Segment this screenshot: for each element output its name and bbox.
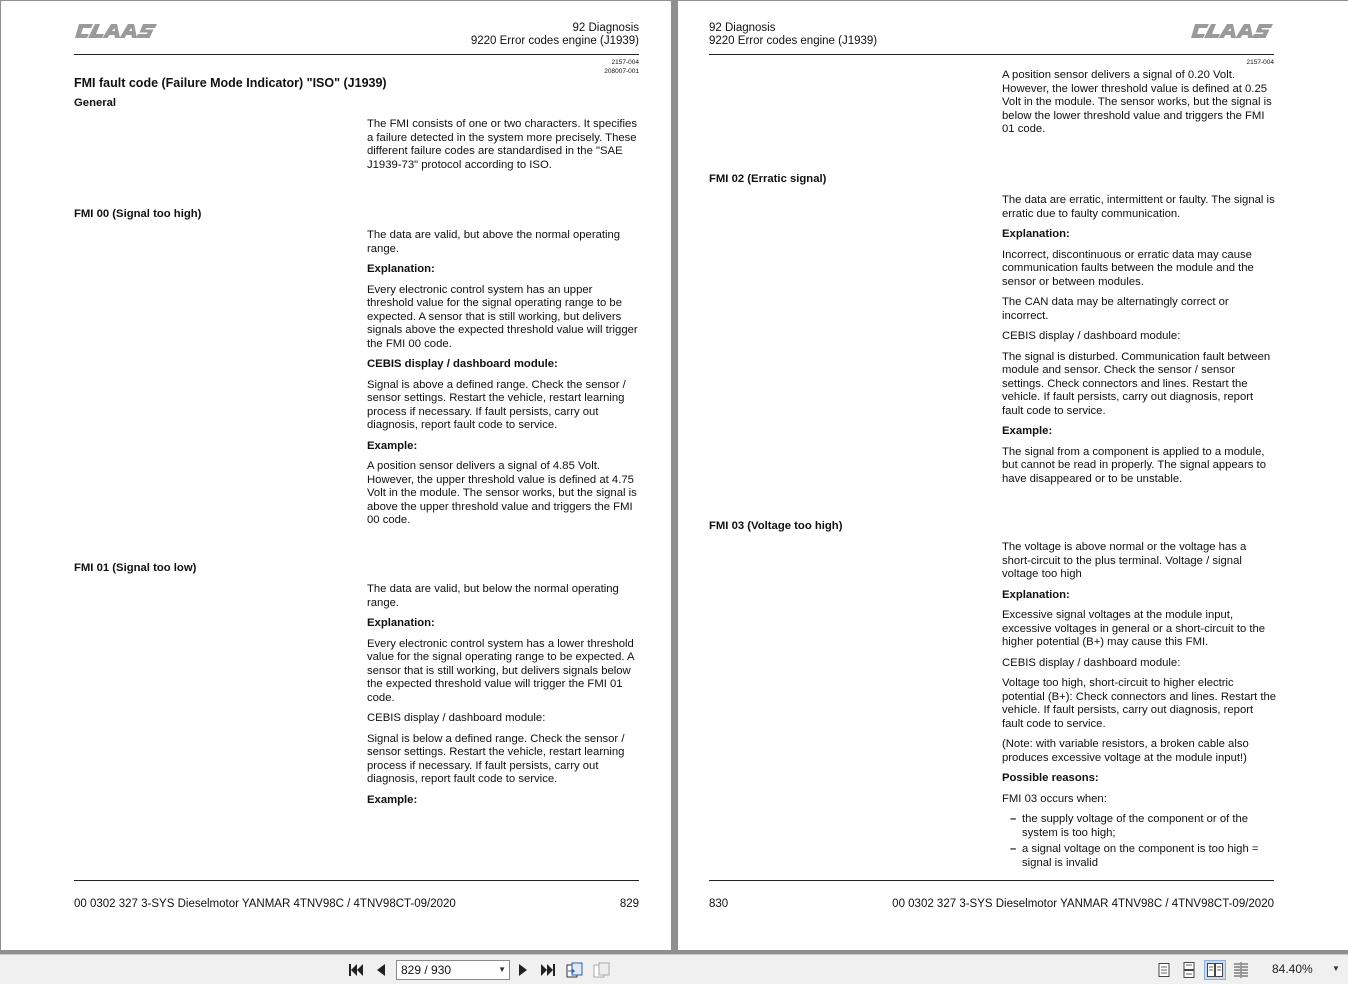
fmi03-cebis-text: Voltage too high, short-circuit to higher electric potential (B+): Check connectors and lines. Restart the vehicle. If fault persists, carry out diagnosis, report fault code to service.	[1002, 677, 1277, 730]
fmi03-note: (Note: with variable resistors, a broken cable also produces excessive voltage at the module input!)	[1002, 738, 1249, 764]
fmi03-reasons-list	[1002, 813, 1277, 870]
fmi03-description: The voltage is above normal or the voltage has a short-circuit to the plus terminal. Voltage / signal voltage too high	[1002, 541, 1247, 580]
fmi01-cebis-label: CEBIS display / dashboard module:	[367, 712, 546, 724]
chevron-down-icon[interactable]: ▼	[1332, 964, 1340, 973]
fmi03-explanation: Excessive signal voltages at the module input, excessive voltages in general or a short-circuit to the higher potential (B+) may cause this FMI.	[1002, 609, 1266, 648]
doc-code-1: 2157-004	[611, 59, 639, 66]
footer-doc: 00 0302 327 3-SYS Dieselmotor YANMAR 4TNV98C / 4TNV98CT-09/2020	[74, 898, 456, 910]
first-page-icon[interactable]	[346, 960, 366, 980]
fmi02-example: The signal from a component is applied to a module, but cannot be read in properly. The signal appears to have disappeared or to be unstable.	[1002, 445, 1266, 485]
footer-page-number: 829	[619, 898, 639, 910]
claas-logo	[75, 23, 157, 39]
page-830	[678, 1, 1348, 950]
fmi01-text-block	[367, 583, 642, 814]
header-section: 9220 Error codes engine (J1939)	[470, 35, 639, 47]
header-rule	[74, 54, 639, 55]
fmi02-heading: FMI 02 (Erratic signal)	[709, 173, 827, 185]
fmi03-cebis-label: CEBIS display / dashboard module:	[1002, 656, 1181, 669]
header-chapter: 92 Diagnosis	[709, 22, 776, 34]
fmi00-description: The data are valid, but above the normal operating range.	[367, 229, 621, 255]
footer-rule	[709, 880, 1274, 881]
footer-rule	[74, 880, 639, 881]
fmi03-heading: FMI 03 (Voltage too high)	[709, 520, 843, 532]
page-number-value: 829 / 930	[401, 963, 452, 977]
fmi02-cebis-text: The signal is disturbed. Communication fault between module and sensor. Check the sensor / sensor settings. Check connectors and lines. Restart the vehicle. If fault persists, carry out diagnosis, report fault code to service.	[1002, 350, 1271, 417]
fmi01-example-continued: A position sensor delivers a signal of 0.20 Volt. However, the lower threshold value is defined at 0.25 Volt in the module. The sensor works, but the signal is below the lower threshold value and triggers the FMI 01 code.	[1002, 69, 1272, 135]
header-section: 9220 Error codes engine (J1939)	[709, 35, 878, 47]
continuous-icon[interactable]	[1178, 960, 1200, 980]
footer-doc: 00 0302 327 3-SYS Dieselmotor YANMAR 4TNV98C / 4TNV98CT-09/2020	[892, 898, 1274, 910]
fmi02-explanation: Incorrect, discontinuous or erratic data may cause communication faults between the module and the sensor or between modules.	[1002, 248, 1254, 288]
fmi00-explanation: Every electronic control system has an upper threshold value for the signal operating range to be expected. A sensor that is still working, but delivers signals above the expected threshold value will trigger the FMI 00 code.	[367, 283, 638, 350]
fmi01-cebis-text: Signal is below a defined range. Check the sensor / sensor settings. Restart the vehicle, restart learning process if necessary. If fault persists, carry out diagnosis, report fault code to service.	[367, 732, 625, 785]
doc-code-2: 208007-001	[604, 68, 639, 75]
page-header	[471, 22, 639, 48]
page-829	[1, 1, 671, 950]
zoom-level[interactable]: 84.40%	[1272, 962, 1313, 976]
fmi01-explanation: Every electronic control system has a lower threshold value for the signal operating range to be expected. A sensor that is still working, but delivers signals below the expected threshold value will trigger the FMI 01 code.	[367, 637, 634, 704]
list-item: – a signal voltage on the component is too high = signal is invalid	[1002, 843, 1277, 870]
page-title: FMI fault code (Failure Mode Indicator) "ISO" (J1939)	[74, 76, 387, 90]
footer-page-number: 830	[709, 898, 729, 910]
prev-page-icon[interactable]	[372, 960, 390, 980]
fmi03-text-block	[1002, 541, 1277, 873]
facing-icon[interactable]	[1204, 960, 1226, 980]
doc-code: 2157-004	[1246, 59, 1274, 66]
fmi00-cebis-label: CEBIS display / dashboard module:	[367, 358, 558, 370]
next-view-icon[interactable]	[591, 960, 613, 980]
fmi02-text-block	[1002, 194, 1277, 493]
fmi00-example: A position sensor delivers a signal of 4.85 Volt. However, the upper threshold value is defined at 4.75 Volt in the module. The sensor works, but the signal is above the upper threshold value and triggers the FMI 00 code.	[367, 460, 637, 526]
page-header	[709, 22, 877, 48]
fmi01-explanation-label: Explanation:	[367, 617, 435, 629]
previous-view-icon[interactable]	[564, 960, 586, 980]
next-page-icon[interactable]	[514, 960, 532, 980]
general-text-block	[367, 118, 642, 179]
fmi03-reasons-label: Possible reasons:	[1002, 772, 1099, 784]
fmi00-heading: FMI 00 (Signal too high)	[74, 208, 202, 220]
fmi01-example-label: Example:	[367, 793, 418, 806]
single-page-icon[interactable]	[1153, 960, 1175, 980]
fmi00-explanation-label: Explanation:	[367, 263, 435, 275]
continued-text-block	[1002, 69, 1277, 144]
list-item: – the supply voltage of the component or of the system is too high;	[1002, 813, 1277, 840]
fmi02-description: The data are erratic, intermittent or faulty. The signal is erratic due to faulty communication.	[1002, 194, 1275, 220]
last-page-icon[interactable]	[538, 960, 558, 980]
chevron-down-icon[interactable]: ▼	[498, 965, 506, 974]
fmi00-example-label: Example:	[367, 439, 418, 452]
continuous-facing-icon[interactable]	[1230, 960, 1252, 980]
doc-codes	[604, 58, 639, 76]
fmi00-text-block	[367, 229, 642, 535]
fmi03-explanation-label: Explanation:	[1002, 588, 1070, 601]
fmi01-description: The data are valid, but below the normal operating range.	[367, 583, 619, 609]
fmi03-occurs-when: FMI 03 occurs when:	[1002, 792, 1107, 805]
viewer-toolbar	[0, 954, 1348, 984]
page-number-field[interactable]	[396, 960, 510, 980]
fmi02-explanation-label: Explanation:	[1002, 228, 1070, 240]
header-chapter: 92 Diagnosis	[572, 22, 639, 34]
header-rule	[709, 54, 1274, 55]
fmi02-can-note: The CAN data may be alternatingly correct or incorrect.	[1002, 296, 1229, 322]
fmi01-heading: FMI 01 (Signal too low)	[74, 562, 197, 574]
fmi00-cebis-text: Signal is above a defined range. Check the sensor / sensor settings. Restart the vehicle, restart learning process if necessary. If fault persists, carry out diagnosis, report fault code to service.	[367, 378, 626, 431]
general-heading: General	[74, 97, 117, 109]
general-text: The FMI consists of one or two characters. It specifies a failure detected in the system more precisely. These different failure codes are standardised in the "SAE J1939-73" protocol according to ISO.	[367, 118, 637, 171]
claas-logo	[1191, 23, 1273, 39]
fmi02-cebis-label: CEBIS display / dashboard module:	[1002, 330, 1181, 342]
fmi02-example-label: Example:	[1002, 425, 1053, 437]
